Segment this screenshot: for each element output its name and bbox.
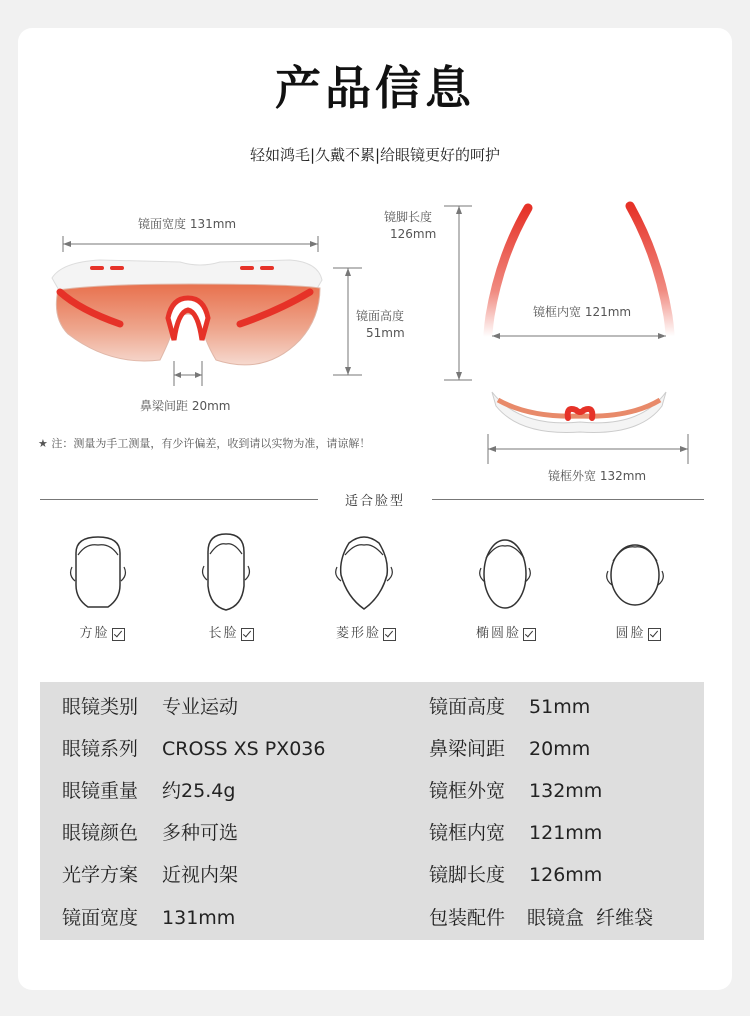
- long-face-icon: [196, 530, 256, 614]
- face-label-text: 方脸: [79, 626, 110, 641]
- spec-key: 镜框外宽: [429, 780, 506, 802]
- spec-key: 眼镜类别: [62, 696, 139, 718]
- spec-value: 约25.4g: [162, 780, 236, 802]
- spec-key: 眼镜颜色: [62, 822, 139, 844]
- spec-value: 近视内架: [162, 864, 239, 886]
- spec-table: [40, 682, 704, 940]
- checkbox-checked-icon: [383, 628, 396, 641]
- face-label-long: [171, 622, 291, 641]
- face-section-title: 适合脸型: [344, 494, 405, 509]
- spec-value: 51mm: [529, 696, 591, 718]
- spec-value: CROSS XS PX036: [162, 738, 326, 760]
- spec-row: [429, 818, 602, 845]
- square-face-icon: [66, 533, 130, 613]
- spec-key: 镜面宽度: [62, 907, 139, 929]
- spec-row: [62, 903, 235, 930]
- face-label-square: [42, 622, 162, 641]
- measurement-note: ★ 注：测量为手工测量，有少许偏差，收到请以实物为准，请谅解！: [38, 437, 371, 450]
- spec-row: [62, 776, 235, 803]
- spec-key: 眼镜系列: [62, 738, 139, 760]
- spec-key: 镜脚长度: [429, 864, 506, 886]
- spec-row: [62, 860, 238, 887]
- spec-key: 镜面高度: [429, 696, 506, 718]
- spec-value: 121mm: [529, 822, 603, 844]
- checkbox-checked-icon: [523, 628, 536, 641]
- spec-row: [62, 734, 325, 761]
- spec-row: [429, 776, 602, 803]
- page-title: 产品信息: [275, 61, 475, 115]
- bridge-label: 鼻梁间距 20mm: [140, 399, 231, 413]
- spec-key: 光学方案: [62, 864, 139, 886]
- temple-length-label: 镜脚长度: [384, 210, 433, 224]
- glasses-top-view: [440, 196, 710, 476]
- face-label-diamond: [306, 622, 426, 641]
- spec-row: [429, 734, 590, 761]
- checkbox-checked-icon: [112, 628, 125, 641]
- lens-height-label: 镜面高度: [356, 309, 405, 323]
- spec-value: 20mm: [529, 738, 591, 760]
- oval-face-icon: [474, 532, 536, 614]
- checkbox-checked-icon: [241, 628, 254, 641]
- frame-outer-width-label: 镜框外宽 132mm: [548, 469, 647, 483]
- face-label-text: 椭圆脸: [475, 626, 521, 641]
- spec-key: 鼻梁间距: [429, 738, 506, 760]
- spec-value: 多种可选: [162, 822, 239, 844]
- glasses-front-view: [40, 200, 380, 430]
- spec-key: 包装配件: [429, 907, 506, 929]
- lens-height-value: 51mm: [366, 326, 405, 340]
- spec-row: [429, 903, 653, 930]
- face-label-round: [578, 622, 698, 641]
- spec-value: 132mm: [529, 780, 603, 802]
- spec-value: 专业运动: [162, 696, 239, 718]
- face-label-oval: [446, 622, 566, 641]
- temple-length-value: 126mm: [390, 227, 437, 241]
- spec-row: [62, 818, 238, 845]
- spec-row: [429, 860, 602, 887]
- spec-key: 眼镜重量: [62, 780, 139, 802]
- checkbox-checked-icon: [648, 628, 661, 641]
- lens-width-label: 镜面宽度 131mm: [138, 217, 237, 231]
- spec-value: 131mm: [162, 907, 236, 929]
- face-label-text: 长脸: [208, 626, 239, 641]
- spec-key: 镜框内宽: [429, 822, 506, 844]
- spec-row: [429, 692, 590, 719]
- spec-value: 126mm: [529, 864, 603, 886]
- page-subtitle: 轻如鸿毛|久戴不累|给眼镜更好的呵护: [249, 146, 501, 164]
- spec-row: [62, 692, 238, 719]
- round-face-icon: [603, 533, 667, 613]
- face-label-text: 圆脸: [615, 626, 646, 641]
- diamond-face-icon: [331, 529, 397, 613]
- face-label-text: 菱形脸: [335, 626, 381, 641]
- frame-inner-width-label: 镜框内宽 121mm: [533, 305, 632, 319]
- spec-value: 眼镜盒 纤维袋: [527, 907, 654, 929]
